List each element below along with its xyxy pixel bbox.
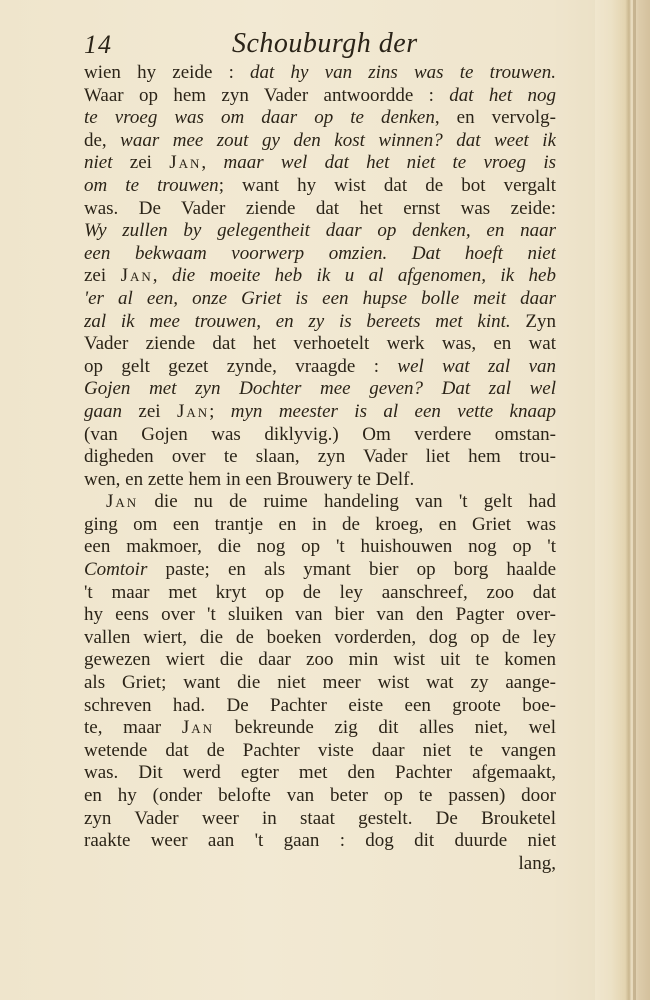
text-line [84,220,556,243]
catchword: lang, [518,852,556,874]
text-span: wel wat zal van [397,355,556,377]
text-span: dat hy van zins was te trouwen. [250,62,556,83]
text-span: ging om een trantje en in de kroeg, en Griet was [84,513,556,535]
text-span: wien hy zeide : [84,62,251,83]
text-span: (van Gojen was diklyvig.) Om verdere omstan- [84,423,556,445]
text-span: 'er al een, onze Griet is een hupse bolle meit daar [84,287,556,309]
text-line [84,311,556,334]
text-span: raakte weer aan 't gaan : dog dit duurde niet [84,830,556,852]
text-span: schreven had. De Pachter eiste een groote boe- [84,694,556,716]
text-line [84,198,556,221]
text-line [84,401,556,424]
text-line [84,175,556,198]
page-number: 14 [84,30,112,59]
text-line [84,85,556,108]
text-line [84,672,556,695]
text-line [84,695,556,718]
text-span: als Griet; want die niet meer wist wat zy aange- [84,672,556,694]
text-span: zyn Vader weer in staat gestelt. De Brouketel [84,807,556,829]
text-line [84,107,556,130]
text-span: niet [84,152,113,174]
text-line [84,130,556,153]
text-span: Jan [120,265,153,287]
text-span: die nu de ruime handeling van 't gelt had [138,491,556,513]
text-span: om te trouwen [84,174,219,196]
running-head: Schouburgh der [232,28,418,59]
text-line [84,717,556,740]
page-edge [595,0,650,1000]
text-span: en hy (onder belofte van beter op te passen) door [84,785,556,806]
text-line [84,62,556,85]
text-span: dat het nog [449,84,556,106]
text-span: waar mee zout gy den kost winnen? dat weet ik [120,129,556,151]
text-span: Gojen met zyn Dochter mee geven? Dat zal wel [84,378,556,400]
text-line [84,378,556,401]
text-span: hy eens over 't sluiken van bier van den Pagter over- [84,604,556,626]
text-line [84,582,556,605]
text-span: te vroeg was om daar op te denken [84,107,435,129]
text-span: Vader ziende dat het verhoetelt werk was, en wat [84,333,556,355]
text-line [84,446,556,469]
text-span: zei [112,152,170,174]
text-span: op gelt gezet zynde, vraagde : [84,355,398,377]
text-span: vallen wiert, die de boeken vorderden, dog op de ley [84,626,556,648]
text-span: de, [84,129,121,151]
text-line [84,424,556,447]
text-span: een bekwaam voorwerp omzien. Dat hoeft niet [84,242,556,264]
text-line [84,356,556,379]
text-line [84,559,556,582]
text-span: paste; en als ymant bier op borg haalde [147,559,556,581]
text-span: digheden over te slaan, zyn Vader liet hem trou- [84,446,556,468]
text-span: , en vervolg- [434,107,556,129]
text-line [84,514,556,537]
text-span: ; [209,400,231,422]
text-span: zei [122,400,177,422]
text-span: , [201,152,224,174]
page-header [84,26,554,62]
text-line [84,762,556,785]
text-span: een makmoer, die nog op 't huishouwen nog op 't [84,536,556,558]
text-line [84,469,556,492]
text-line [84,604,556,627]
text-line [84,288,556,311]
text-span: Jan [176,400,210,422]
text-span: was. De Vader ziende dat het ernst was zeide: [84,197,556,219]
text-line [84,808,556,831]
text-span: Zyn [510,310,556,332]
text-line [84,830,556,853]
text-span: Waar op hem zyn Vader antwoordde : [84,84,450,106]
text-line [84,740,556,763]
text-line [84,243,556,266]
text-line [84,333,556,356]
body-text [84,62,556,875]
text-span: maar wel dat het niet te vroeg is [223,152,556,174]
text-span: Jan [169,152,202,174]
text-span: bekreunde zig dit alles niet, wel [213,717,556,739]
text-span: zei [84,265,121,287]
text-span: wen, en zette hem in een Brouwery te Delf. [84,468,415,490]
text-span: te, maar [84,717,182,739]
text-span: , [152,265,172,287]
text-span: ; want hy wist dat de bot vergalt [218,174,556,196]
text-line [84,649,556,672]
text-line [84,265,556,288]
text-span: Wy zullen by gelegentheit daar op denken, en naar [84,220,556,242]
text-line [84,152,556,175]
text-line [84,785,556,808]
text-span: zal ik mee trouwen, en zy is bereets met kint. [84,310,511,332]
text-line [84,491,556,514]
text-span: Jan [106,491,139,513]
text-span: gewezen wiert die daar zoo min wist uit te komen [84,649,556,671]
text-span: myn meester is al een vette knaap [230,400,556,422]
text-span: die moeite heb ik u al afgenomen, ik heb [171,265,556,287]
text-span: 't maar met kryt op de ley aanschreef, zoo dat [84,581,556,603]
text-span: gaan [84,400,122,422]
text-span: was. Dit werd egter met den Pachter afgemaakt, [84,762,556,784]
text-line [84,627,556,650]
text-line [84,536,556,559]
text-span: Jan [181,717,214,739]
text-span: Comtoir [84,559,148,581]
text-span: wetende dat de Pachter viste daar niet te vangen [84,739,556,761]
